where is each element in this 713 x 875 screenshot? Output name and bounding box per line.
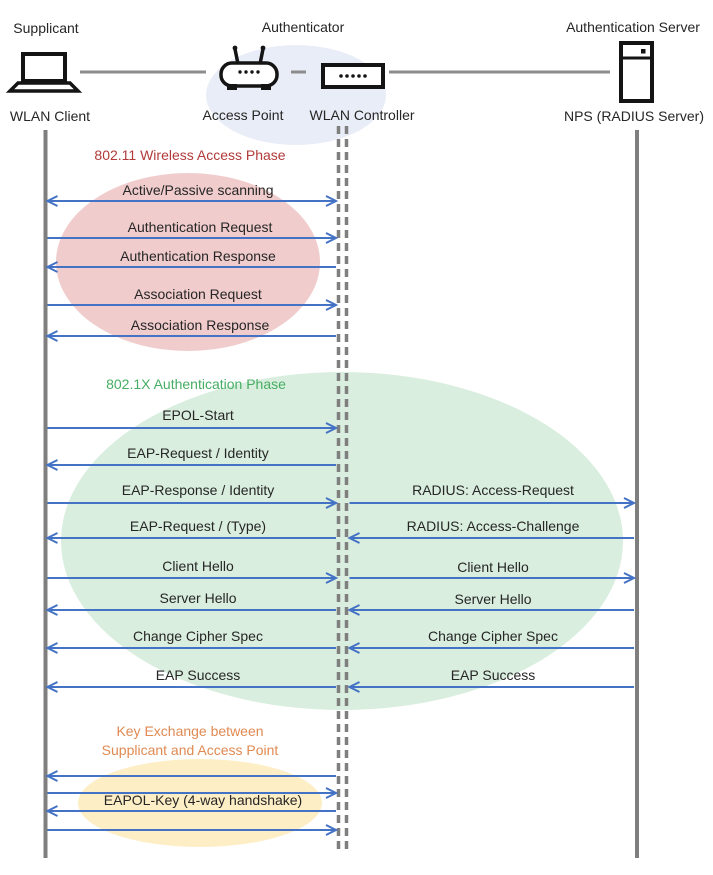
message-label: Change Cipher Spec — [428, 628, 558, 644]
phase3-title-line2: Supplicant and Access Point — [101, 742, 279, 758]
role-label-authenticator: Authenticator — [261, 19, 345, 35]
message-label: EAPOL-Key (4-way handshake) — [103, 792, 303, 808]
message-label: Server Hello — [159, 590, 237, 606]
device-label-wlan-client: WLAN Client — [9, 108, 91, 124]
message-label: Change Cipher Spec — [133, 628, 263, 644]
role-label-authentication-server: Authentication Server — [566, 19, 700, 35]
phase2-title: 802.1X Authentication Phase — [106, 376, 286, 392]
message-label: Client Hello — [162, 558, 234, 574]
message-label: Association Request — [134, 286, 262, 302]
device-label-nps-radius-server: NPS (RADIUS Server) — [563, 108, 705, 124]
message-label: EAP Success — [450, 667, 536, 683]
message-label: Association Response — [130, 317, 270, 333]
message-label: Authentication Request — [127, 219, 273, 235]
message-label: EPOL-Start — [162, 407, 234, 423]
wlan-controller-icon — [323, 65, 383, 87]
message-label: Active/Passive scanning — [122, 182, 274, 198]
device-label-wlan-controller: WLAN Controller — [309, 107, 415, 123]
device-label-access-point: Access Point — [202, 107, 284, 123]
server-icon — [621, 43, 652, 101]
message-label: EAP-Request / (Type) — [129, 518, 267, 534]
authenticator-group-ellipse — [206, 45, 386, 145]
phase2-ellipse — [61, 372, 623, 710]
role-label-supplicant: Supplicant — [13, 20, 79, 36]
message-label: EAP Success — [155, 667, 241, 683]
message-label: EAP-Response / Identity — [121, 482, 275, 498]
message-label: Authentication Response — [120, 248, 276, 264]
phase3-title-line1: Key Exchange between — [116, 723, 264, 739]
message-label: RADIUS: Access-Request — [412, 482, 574, 498]
message-label: Client Hello — [457, 559, 529, 575]
phase1-title: 802.11 Wireless Access Phase — [94, 147, 286, 163]
message-label: RADIUS: Access-Challenge — [406, 518, 580, 534]
laptop-icon — [10, 54, 78, 91]
message-label: Server Hello — [454, 591, 532, 607]
message-label: EAP-Request / Identity — [127, 445, 269, 461]
